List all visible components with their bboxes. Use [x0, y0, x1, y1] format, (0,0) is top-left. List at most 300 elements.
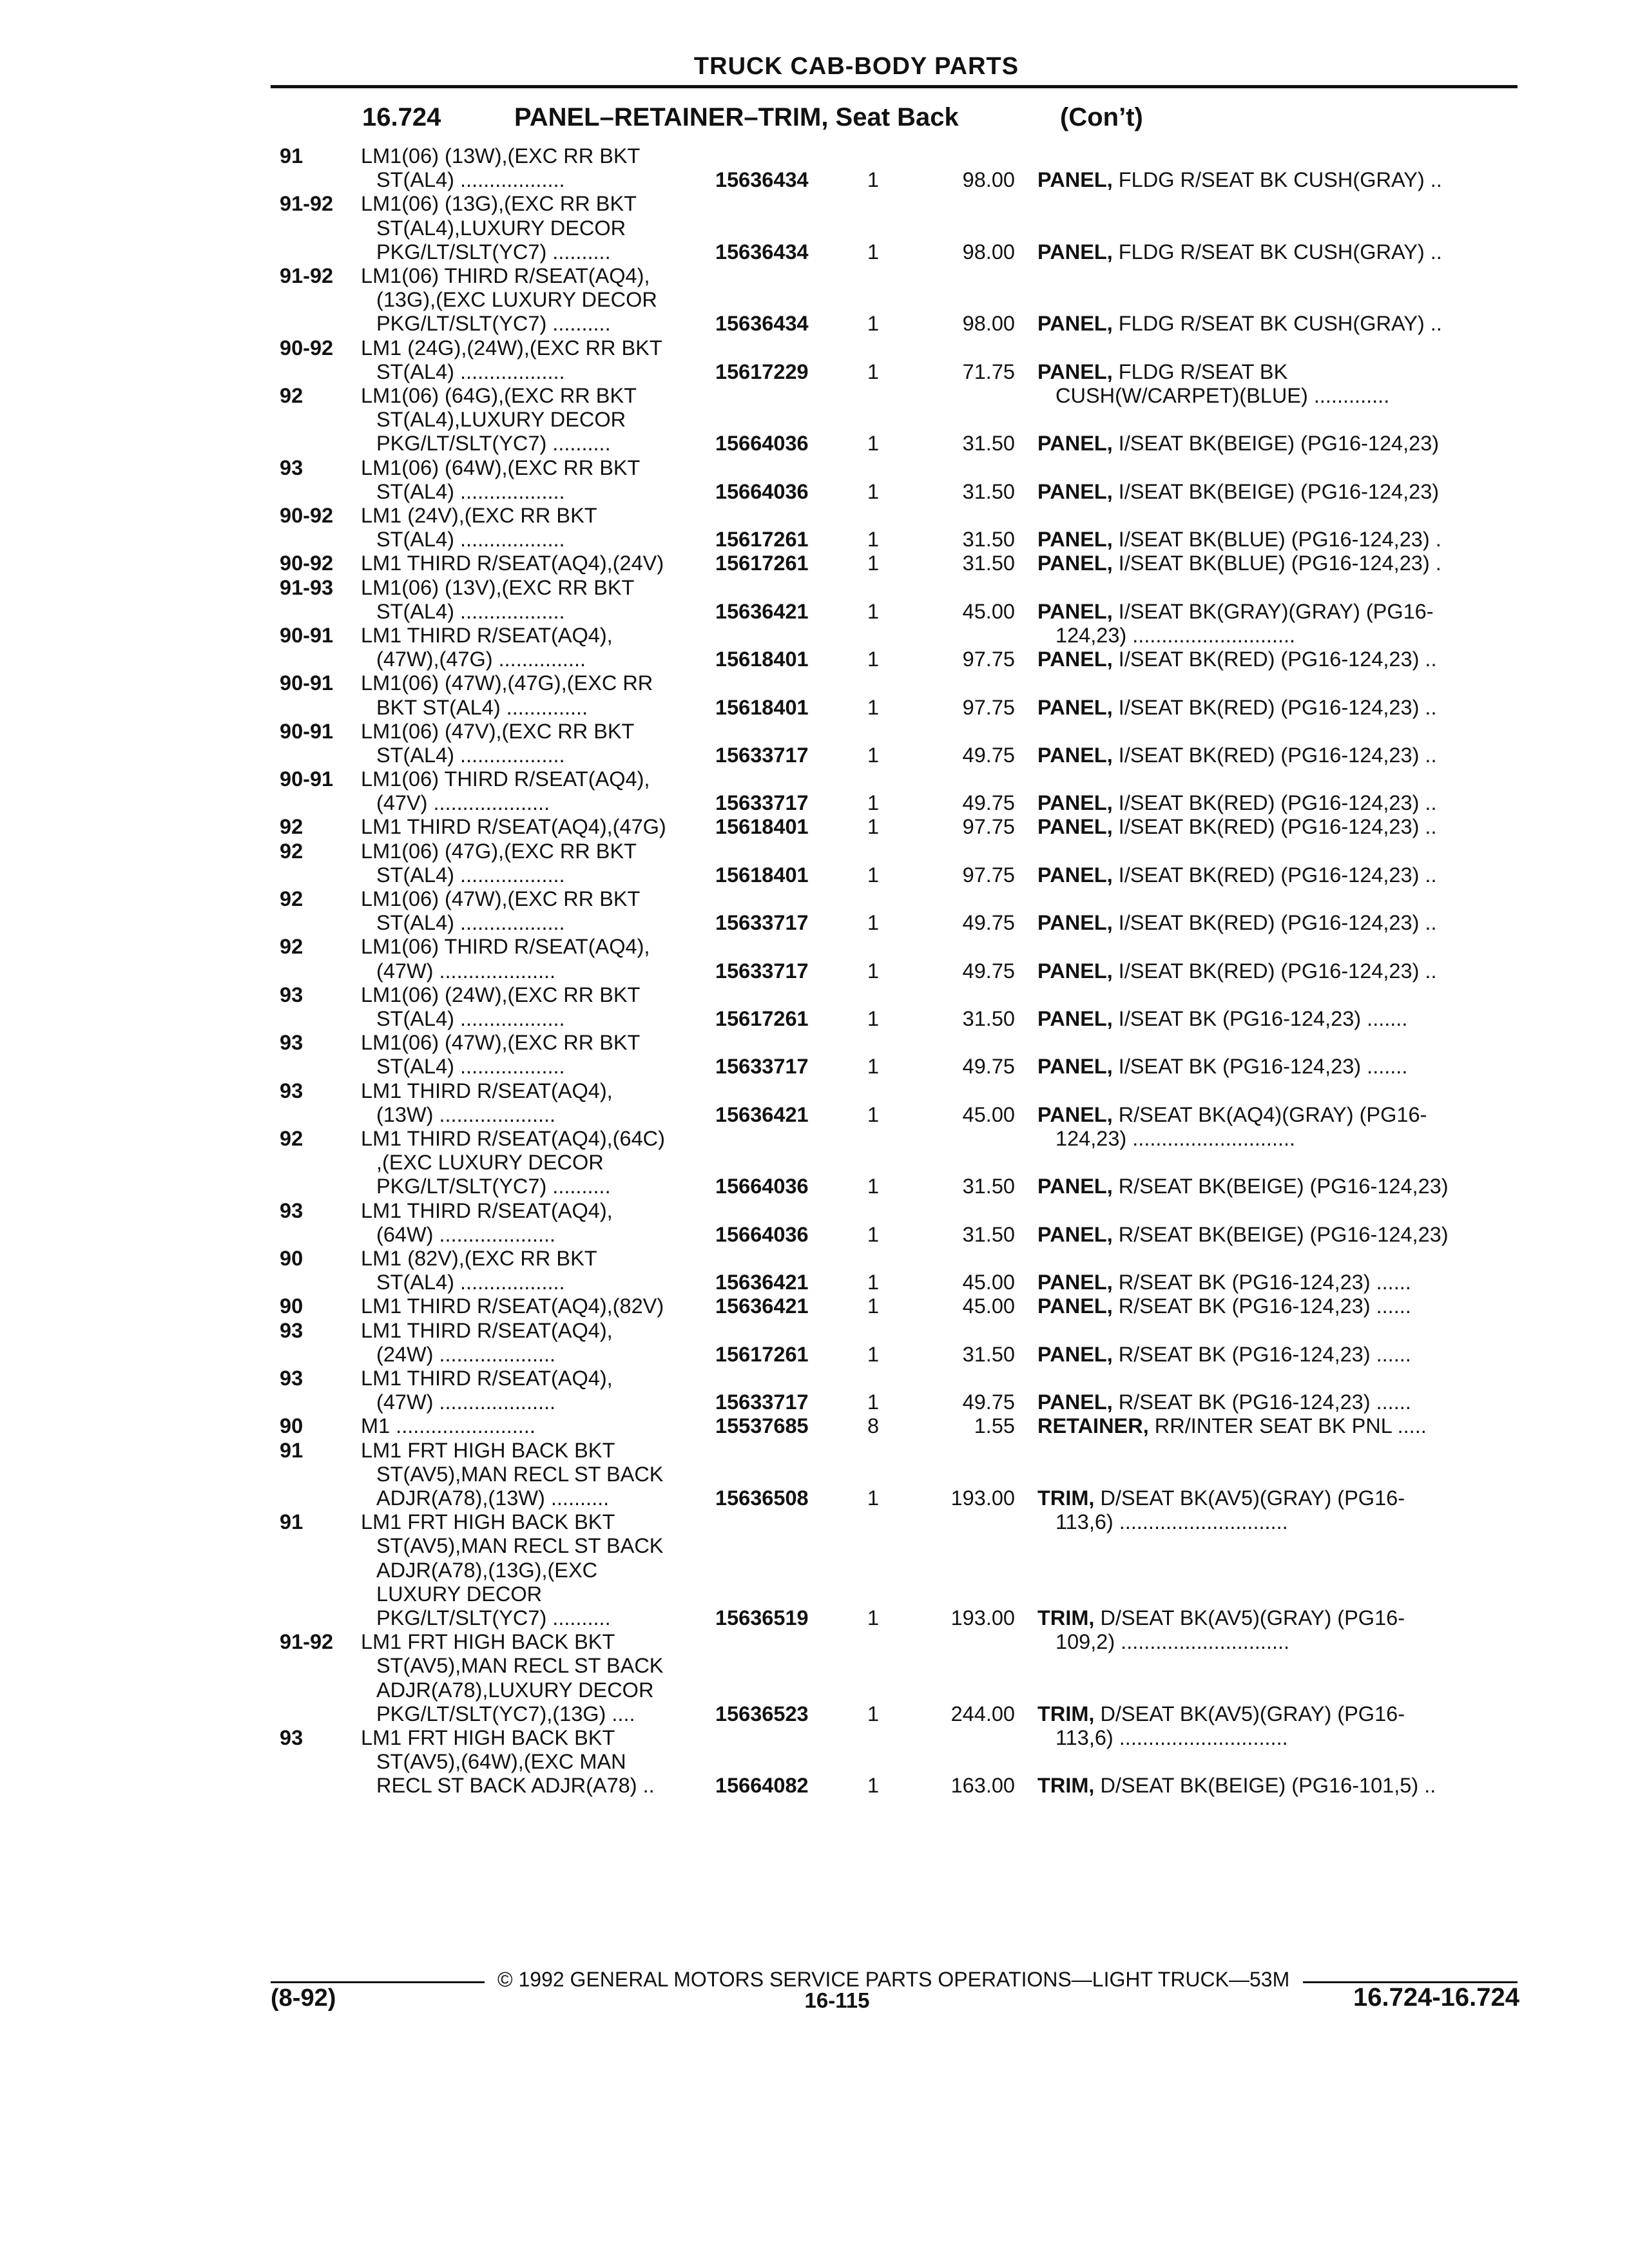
usage-line: ADJR(A78),(13G),(EXC: [376, 1558, 598, 1582]
usage-description: [361, 552, 708, 575]
quantity: 1: [867, 432, 880, 456]
part-number: 15633717: [715, 911, 809, 935]
part-name: [1037, 240, 1511, 264]
usage-description: [361, 983, 708, 1031]
section-number: 16.724: [362, 103, 441, 131]
page-number: 16-115: [804, 1988, 870, 2012]
usage-line: (13G),(EXC LUXURY DECOR: [376, 288, 657, 312]
price: 163.00: [950, 1774, 1015, 1798]
usage-line: (24W) ....................: [376, 1342, 556, 1366]
usage-description: [361, 1199, 708, 1247]
table-row: [0, 1438, 1629, 1534]
part-name-text: I/SEAT BK(BEIGE) (PG16-124,23): [1118, 479, 1440, 503]
usage-line: LM1(06) (64G),(EXC RR BKT: [361, 383, 637, 407]
usage-description: [361, 671, 708, 719]
part-number: 15636434: [715, 168, 809, 192]
part-number: 15664036: [715, 1175, 809, 1198]
part-name: [1037, 1007, 1511, 1031]
table-row: [0, 887, 1629, 935]
usage-description: [361, 887, 708, 935]
model-year: 91-92: [280, 192, 334, 216]
section-title: PANEL–RETAINER–TRIM, Seat Back: [514, 103, 959, 131]
model-year: 93: [280, 1198, 304, 1222]
part-type: PANEL,: [1037, 1102, 1113, 1126]
part-type: PANEL,: [1037, 815, 1113, 839]
quantity: 1: [867, 1606, 880, 1629]
usage-description: [361, 1726, 708, 1798]
model-year: 91-92: [280, 264, 334, 287]
usage-line: LM1(06) THIRD R/SEAT(AQ4),: [361, 935, 650, 959]
part-type: PANEL,: [1037, 1222, 1113, 1246]
part-name: [1037, 648, 1511, 671]
part-name-line: [1037, 1271, 1511, 1294]
part-name-line: [1037, 911, 1511, 935]
part-name: [1037, 863, 1511, 887]
usage-description: [361, 1031, 708, 1079]
usage-line: LM1(06) THIRD R/SEAT(AQ4),: [361, 767, 650, 791]
usage-line: ST(AV5),MAN RECL ST BACK: [376, 1534, 664, 1558]
part-type: PANEL,: [1037, 599, 1113, 623]
part-name-text: D/SEAT BK(AV5)(GRAY) (PG16-: [1100, 1606, 1405, 1629]
part-name-line: [1037, 1103, 1511, 1127]
usage-line: ST(AL4) ..................: [376, 911, 565, 935]
part-name-line: [1037, 696, 1511, 720]
part-type: PANEL,: [1037, 1294, 1113, 1318]
usage-line: ST(AL4) ..................: [376, 479, 565, 503]
part-name-text: FLDG R/SEAT BK: [1118, 360, 1288, 383]
quantity: 1: [867, 1486, 880, 1510]
part-number: 15636421: [715, 1294, 809, 1318]
part-number: 15617261: [715, 528, 809, 552]
part-type: PANEL,: [1037, 312, 1113, 336]
page-header-title: TRUCK CAB-BODY PARTS: [693, 53, 1019, 80]
part-number: 15664036: [715, 479, 809, 503]
model-year: 90-92: [280, 552, 334, 575]
quantity: 1: [867, 240, 880, 264]
table-row: [0, 1247, 1629, 1294]
usage-description: [361, 456, 708, 504]
part-name-text: I/SEAT BK(RED) (PG16-124,23) ..: [1118, 911, 1437, 935]
usage-line: PKG/LT/SLT(YC7) ..........: [376, 312, 611, 336]
usage-description: [361, 767, 708, 815]
price: 244.00: [950, 1702, 1015, 1725]
usage-line: (47W) ....................: [376, 1390, 556, 1414]
part-name: [1037, 312, 1511, 336]
usage-line: ST(AV5),(64W),(EXC MAN: [376, 1750, 626, 1774]
price: 71.75: [962, 360, 1015, 383]
usage-line: LM1 THIRD R/SEAT(AQ4),: [361, 623, 613, 647]
usage-line: ST(AL4) ..................: [376, 1055, 565, 1079]
price: 98.00: [962, 168, 1015, 192]
usage-line: LM1 THIRD R/SEAT(AQ4),: [361, 1366, 613, 1390]
part-type: PANEL,: [1037, 432, 1113, 456]
part-name-line: [1037, 1414, 1511, 1438]
part-name: [1037, 1390, 1511, 1414]
price: 98.00: [962, 312, 1015, 336]
usage-line: ST(AL4) ..................: [376, 528, 565, 552]
part-name: [1037, 1414, 1511, 1438]
part-name-text: I/SEAT BK(GRAY)(GRAY) (PG16-: [1118, 599, 1434, 623]
usage-description: [361, 720, 708, 767]
quantity: 1: [867, 959, 880, 983]
revision-date: (8-92): [271, 1984, 336, 2012]
model-year: 91-93: [280, 575, 334, 599]
usage-line: ST(AL4) ..................: [376, 168, 565, 192]
part-name-text: R/SEAT BK (PG16-124,23) ......: [1118, 1342, 1411, 1366]
usage-description: [361, 1294, 708, 1318]
part-name: [1037, 480, 1511, 504]
usage-line: LM1(06) (47G),(EXC RR BKT: [361, 839, 637, 863]
usage-line: ST(AL4),LUXURY DECOR: [376, 216, 626, 240]
part-number: 15636434: [715, 312, 809, 336]
part-type: PANEL,: [1037, 360, 1113, 383]
part-name: [1037, 791, 1511, 815]
quantity: 1: [867, 863, 880, 887]
quantity: 1: [867, 360, 880, 383]
quantity: 8: [867, 1414, 880, 1438]
model-year: 91: [280, 1438, 304, 1462]
usage-line: ST(AL4) ..................: [376, 360, 565, 383]
price: 45.00: [962, 1102, 1015, 1126]
table-row: [0, 935, 1629, 983]
part-number: 15633717: [715, 1390, 809, 1414]
part-name-text: R/SEAT BK (PG16-124,23) ......: [1118, 1294, 1411, 1318]
quantity: 1: [867, 1222, 880, 1246]
part-name-line: [1037, 1774, 1511, 1798]
model-year: 90-91: [280, 767, 334, 791]
part-type: PANEL,: [1037, 1271, 1113, 1294]
part-name-line: [1037, 1702, 1511, 1726]
part-type: PANEL,: [1037, 863, 1113, 887]
part-name-text: I/SEAT BK(RED) (PG16-124,23) ..: [1118, 815, 1437, 839]
part-type: PANEL,: [1037, 168, 1113, 192]
model-year: 93: [280, 1031, 304, 1055]
part-name-line: CUSH(W/CARPET)(BLUE) .............: [1055, 383, 1390, 407]
usage-description: [361, 192, 708, 264]
quantity: 1: [867, 1342, 880, 1366]
part-number: 15664036: [715, 432, 809, 456]
part-number: 15633717: [715, 959, 809, 983]
part-name-text: RR/INTER SEAT BK PNL .....: [1154, 1414, 1427, 1438]
price: 193.00: [950, 1486, 1015, 1510]
part-name: [1037, 911, 1511, 935]
part-number: 15618401: [715, 648, 809, 671]
model-year: 90: [280, 1294, 304, 1318]
part-name-text: FLDG R/SEAT BK CUSH(GRAY) ..: [1118, 240, 1442, 264]
quantity: 1: [867, 1702, 880, 1725]
table-row: [0, 1726, 1629, 1798]
part-type: TRIM,: [1037, 1774, 1095, 1798]
part-type: PANEL,: [1037, 1007, 1113, 1031]
quantity: 1: [867, 695, 880, 719]
table-row: [0, 456, 1629, 504]
model-year: 92: [280, 815, 304, 839]
part-number: 15636421: [715, 599, 809, 623]
quantity: 1: [867, 1175, 880, 1198]
part-name-line: [1037, 480, 1511, 504]
part-name-line: 124,23) ............................: [1055, 623, 1296, 647]
price: 31.50: [962, 552, 1015, 575]
quantity: 1: [867, 1102, 880, 1126]
part-name-text: I/SEAT BK(RED) (PG16-124,23) ..: [1118, 695, 1437, 719]
usage-description: [361, 336, 708, 384]
part-number: 15636519: [715, 1606, 809, 1629]
usage-line: (47W) ....................: [376, 959, 556, 983]
part-name: [1037, 815, 1511, 839]
part-name-line: [1037, 815, 1511, 839]
part-name-line: [1037, 240, 1511, 264]
table-row: [0, 504, 1629, 552]
model-year: 90-91: [280, 719, 334, 743]
usage-description: [361, 576, 708, 624]
price: 45.00: [962, 1294, 1015, 1318]
price: 49.75: [962, 791, 1015, 815]
part-name: [1037, 744, 1511, 767]
usage-description: [361, 624, 708, 671]
part-type: PANEL,: [1037, 1342, 1113, 1366]
usage-description: [361, 1414, 708, 1438]
usage-description: [361, 1127, 708, 1199]
usage-line: LM1(06) (13G),(EXC RR BKT: [361, 192, 637, 216]
usage-line: ST(AL4) ..................: [376, 863, 565, 887]
usage-line: PKG/LT/SLT(YC7) ..........: [376, 1606, 611, 1629]
table-row: [0, 671, 1629, 719]
usage-line: LM1(06) (47W),(EXC RR BKT: [361, 1031, 641, 1055]
part-type: TRIM,: [1037, 1702, 1095, 1725]
usage-line: LM1(06) (64W),(EXC RR BKT: [361, 456, 641, 479]
model-year: 90-92: [280, 336, 334, 360]
usage-line: LM1(06) (13V),(EXC RR BKT: [361, 575, 635, 599]
usage-line: LM1(06) THIRD R/SEAT(AQ4),: [361, 264, 650, 287]
part-name-line: [1037, 1223, 1511, 1247]
table-row: [0, 815, 1629, 839]
quantity: 1: [867, 168, 880, 192]
part-name-text: I/SEAT BK(RED) (PG16-124,23) ..: [1118, 863, 1437, 887]
part-type: PANEL,: [1037, 528, 1113, 552]
quantity: 1: [867, 1294, 880, 1318]
header-rule: [271, 85, 1518, 88]
part-number: 15636523: [715, 1702, 809, 1725]
part-type: PANEL,: [1037, 959, 1113, 983]
part-number: 15664082: [715, 1774, 809, 1798]
usage-line: ST(AV5),MAN RECL ST BACK: [376, 1462, 664, 1486]
model-year: 92: [280, 887, 304, 911]
price: 97.75: [962, 648, 1015, 671]
usage-description: [361, 815, 708, 839]
usage-line: (47W),(47G) ...............: [376, 648, 586, 671]
part-name-text: D/SEAT BK(AV5)(GRAY) (PG16-: [1100, 1486, 1405, 1510]
model-year: 91: [280, 144, 304, 168]
part-number: 15636421: [715, 1271, 809, 1294]
part-number: 15664036: [715, 1222, 809, 1246]
part-name-text: FLDG R/SEAT BK CUSH(GRAY) ..: [1118, 312, 1442, 336]
part-name-text: R/SEAT BK(BEIGE) (PG16-124,23): [1118, 1175, 1449, 1198]
part-name-line: [1037, 360, 1511, 384]
part-name-line: [1037, 1486, 1511, 1510]
quantity: 1: [867, 791, 880, 815]
footer-rule-left: [271, 1981, 485, 1983]
part-name-text: D/SEAT BK(BEIGE) (PG16-101,5) ..: [1100, 1774, 1436, 1798]
price: 31.50: [962, 479, 1015, 503]
price: 31.50: [962, 1175, 1015, 1198]
table-row: [0, 1199, 1629, 1247]
usage-line: LM1 FRT HIGH BACK BKT: [361, 1438, 615, 1462]
price: 31.50: [962, 1222, 1015, 1246]
price: 98.00: [962, 240, 1015, 264]
usage-line: LM1 FRT HIGH BACK BKT: [361, 1725, 615, 1749]
part-name-text: I/SEAT BK(RED) (PG16-124,23) ..: [1118, 648, 1437, 671]
quantity: 1: [867, 1390, 880, 1414]
usage-description: [361, 1630, 708, 1726]
part-name-line: [1037, 600, 1511, 624]
part-name-line: [1037, 863, 1511, 887]
usage-line: ADJR(A78),LUXURY DECOR: [376, 1678, 654, 1702]
table-row: [0, 1127, 1629, 1199]
part-name-text: I/SEAT BK (PG16-124,23) .......: [1118, 1055, 1408, 1079]
part-name-text: R/SEAT BK(BEIGE) (PG16-124,23): [1118, 1222, 1449, 1246]
part-type: TRIM,: [1037, 1606, 1095, 1629]
part-name: [1037, 168, 1511, 192]
part-name-line: [1037, 648, 1511, 671]
part-name-line: [1037, 1390, 1511, 1414]
part-type: PANEL,: [1037, 911, 1113, 935]
part-name-line: [1037, 1055, 1511, 1079]
usage-line: ST(AL4) ..................: [376, 599, 565, 623]
model-year: 91-92: [280, 1630, 334, 1654]
model-year: 92: [280, 935, 304, 959]
price: 31.50: [962, 1342, 1015, 1366]
part-number: 15633717: [715, 1055, 809, 1079]
part-number: 15636434: [715, 240, 809, 264]
usage-line: (64W) ....................: [376, 1222, 556, 1246]
part-name: [1037, 1271, 1511, 1294]
usage-line: LM1 FRT HIGH BACK BKT: [361, 1510, 615, 1534]
model-year: 90-92: [280, 503, 334, 527]
usage-line: LM1(06) (47V),(EXC RR BKT: [361, 719, 635, 743]
quantity: 1: [867, 1055, 880, 1079]
usage-description: [361, 264, 708, 336]
quantity: 1: [867, 1774, 880, 1798]
part-name-line: [1037, 168, 1511, 192]
table-row: [0, 192, 1629, 264]
table-row: [0, 384, 1629, 456]
part-name-line: 124,23) ............................: [1055, 1127, 1296, 1151]
quantity: 1: [867, 552, 880, 575]
part-number: 15618401: [715, 863, 809, 887]
part-number: 15636508: [715, 1486, 809, 1510]
part-name-line: [1037, 1175, 1511, 1198]
part-number: 15618401: [715, 695, 809, 719]
table-row: [0, 624, 1629, 671]
part-name-line: 109,2) .............................: [1055, 1630, 1290, 1654]
usage-line: LM1 THIRD R/SEAT(AQ4),: [361, 1079, 613, 1102]
quantity: 1: [867, 815, 880, 839]
table-row: [0, 264, 1629, 336]
usage-line: LM1(06) (24W),(EXC RR BKT: [361, 983, 641, 1006]
quantity: 1: [867, 743, 880, 767]
part-number: 15633717: [715, 791, 809, 815]
quantity: 1: [867, 1271, 880, 1294]
model-year: 90: [280, 1414, 304, 1438]
usage-line: PKG/LT/SLT(YC7) ..........: [376, 240, 611, 264]
usage-description: [361, 1319, 708, 1367]
usage-line: LM1 THIRD R/SEAT(AQ4),: [361, 1318, 613, 1342]
model-year: 93: [280, 1318, 304, 1342]
usage-line: PKG/LT/SLT(YC7) ..........: [376, 1175, 611, 1198]
usage-line: ST(AL4),LUXURY DECOR: [376, 408, 626, 432]
part-name-text: R/SEAT BK (PG16-124,23) ......: [1118, 1271, 1411, 1294]
price: 49.75: [962, 959, 1015, 983]
part-name: [1037, 1223, 1511, 1247]
section-continued: (Con’t): [1060, 103, 1143, 131]
usage-line: ST(AL4) ..................: [376, 1271, 565, 1294]
price: 45.00: [962, 1271, 1015, 1294]
price: 31.50: [962, 1007, 1015, 1031]
usage-description: [361, 935, 708, 983]
part-name-text: D/SEAT BK(AV5)(GRAY) (PG16-: [1100, 1702, 1405, 1725]
quantity: 1: [867, 1007, 880, 1031]
model-year: 90-91: [280, 623, 334, 647]
part-type: PANEL,: [1037, 552, 1113, 575]
part-name-text: R/SEAT BK (PG16-124,23) ......: [1118, 1390, 1411, 1414]
usage-line: LM1(06) (47W),(EXC RR BKT: [361, 887, 641, 911]
usage-description: [361, 1510, 708, 1630]
part-number: 15636421: [715, 1102, 809, 1126]
price: 97.75: [962, 863, 1015, 887]
usage-line: ,(EXC LUXURY DECOR: [376, 1151, 604, 1175]
part-type: RETAINER,: [1037, 1414, 1149, 1438]
model-year: 92: [280, 839, 304, 863]
part-name-line: [1037, 552, 1511, 575]
usage-line: ADJR(A78),(13W) ..........: [376, 1486, 610, 1510]
parts-list: [0, 144, 1629, 1798]
part-name-text: I/SEAT BK(BEIGE) (PG16-124,23): [1118, 432, 1440, 456]
part-name: [1037, 696, 1511, 720]
part-name: [1037, 528, 1511, 552]
usage-line: ST(AV5),MAN RECL ST BACK: [376, 1654, 664, 1678]
usage-description: [361, 1247, 708, 1294]
table-row: [0, 767, 1629, 815]
part-type: PANEL,: [1037, 791, 1113, 815]
usage-line: BKT ST(AL4) ..............: [376, 695, 588, 719]
usage-line: LM1 THIRD R/SEAT(AQ4),(47G): [361, 815, 666, 839]
price: 49.75: [962, 743, 1015, 767]
model-year: 93: [280, 1725, 304, 1749]
part-number: 15617261: [715, 552, 809, 575]
quantity: 1: [867, 479, 880, 503]
quantity: 1: [867, 911, 880, 935]
part-name-line: [1037, 1606, 1511, 1630]
model-year: 90-91: [280, 671, 334, 695]
part-type: PANEL,: [1037, 1390, 1113, 1414]
usage-description: [361, 840, 708, 887]
usage-line: (47V) ....................: [376, 791, 550, 815]
part-name-line: [1037, 528, 1511, 552]
table-row: [0, 1031, 1629, 1079]
part-name-text: I/SEAT BK(BLUE) (PG16-124,23) .: [1118, 528, 1441, 552]
copyright-notice: © 1992 GENERAL MOTORS SERVICE PARTS OPERATIONS—LIGHT TRUCK—53M: [497, 1968, 1290, 1991]
table-row: [0, 144, 1629, 192]
section-range: 16.724-16.724: [1353, 1983, 1519, 2012]
part-name-text: I/SEAT BK(RED) (PG16-124,23) ..: [1118, 791, 1437, 815]
part-name: [1037, 959, 1511, 983]
part-name-text: FLDG R/SEAT BK CUSH(GRAY) ..: [1118, 168, 1442, 192]
part-type: PANEL,: [1037, 695, 1113, 719]
price: 45.00: [962, 599, 1015, 623]
model-year: 92: [280, 1127, 304, 1151]
usage-description: [361, 504, 708, 552]
price: 1.55: [974, 1414, 1015, 1438]
